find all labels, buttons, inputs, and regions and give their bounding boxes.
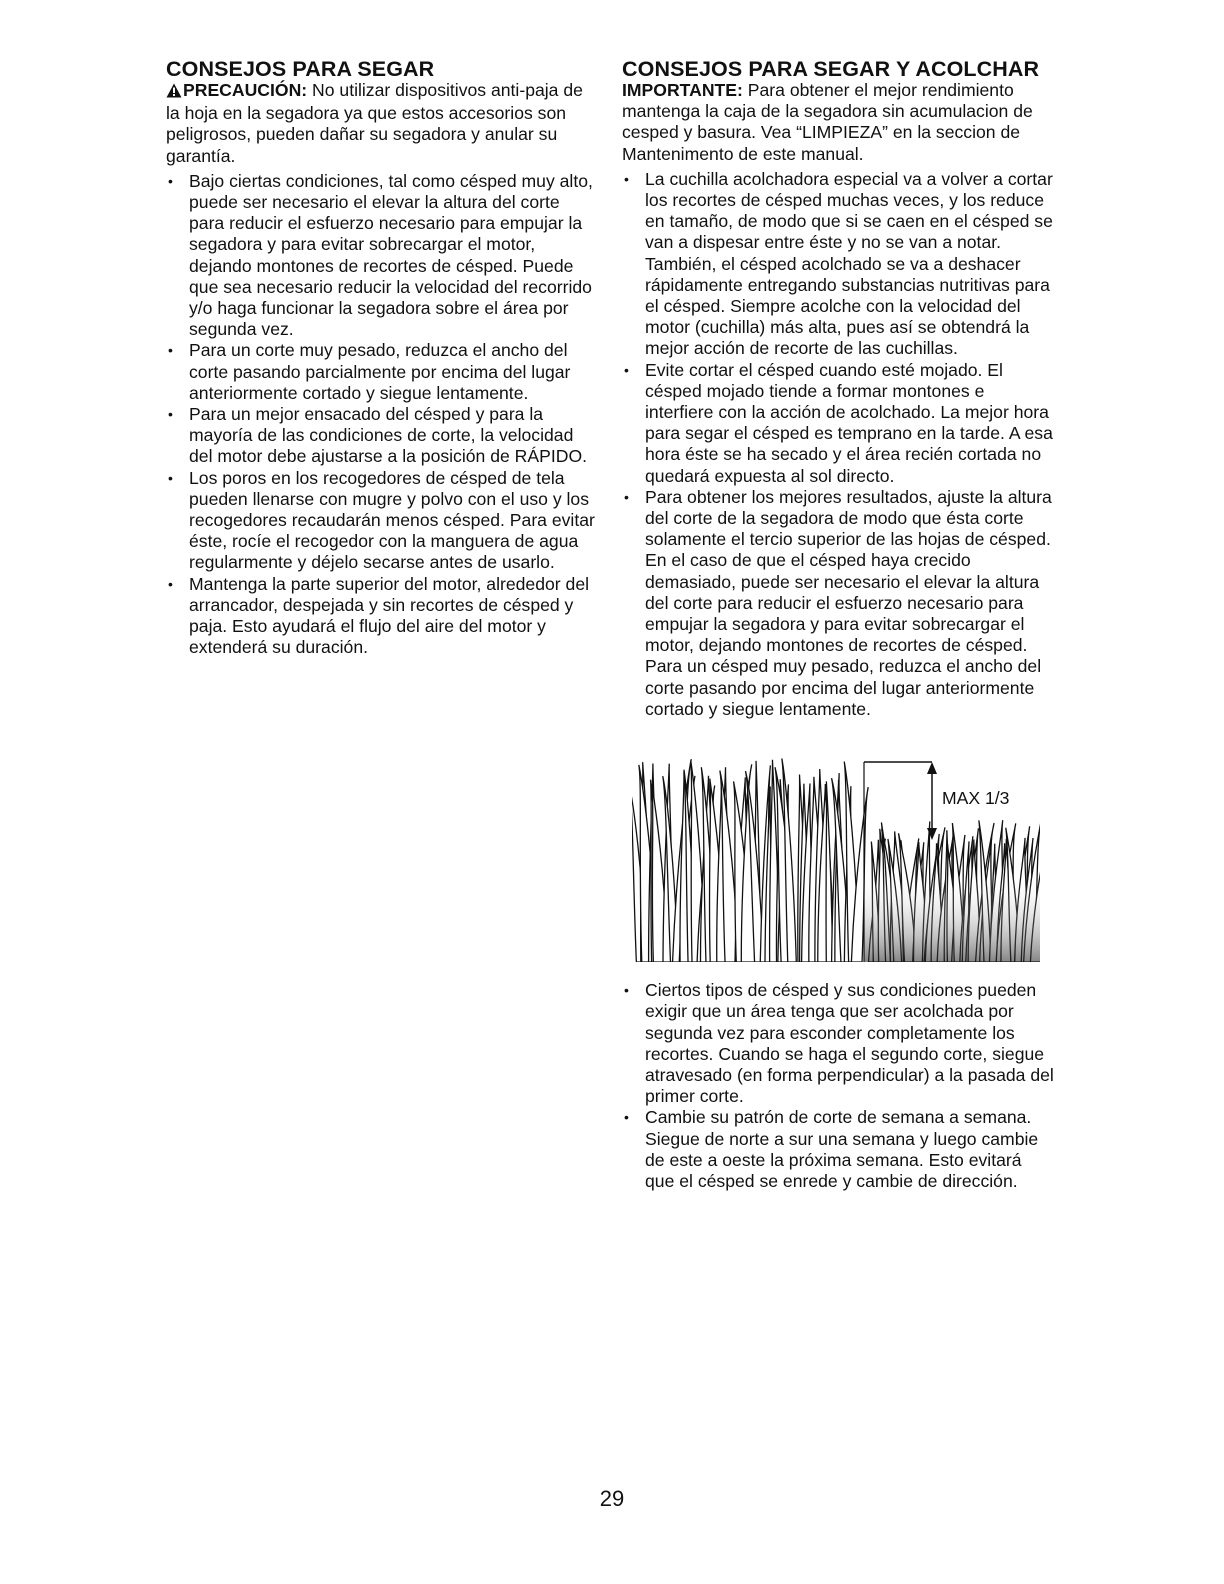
arrow-up-icon: [927, 762, 937, 774]
important-text: Para obtener el mejor rendimiento mantenga la caja de la segadora sin acumulacion de cesped y basura. Vea “LIMPIEZA” en la seccion de Mantenimento de este manual.: [622, 80, 1033, 164]
section-heading-segar: CONSEJOS PARA SEGAR: [166, 57, 435, 81]
list-item: • Evite cortar el césped cuando esté mojado. El césped mojado tiende a formar montones e interfiere con la acción de acolchado. La mejor hora para segar el césped es temprano en la tarde. A esa hora éste se ha secado y el área recién cortada no quedará expuesta al sol directo.: [622, 360, 1054, 487]
list-item: • Para un mejor ensacado del césped y para la mayoría de las condiciones de corte, la velocidad del motor debe ajustarse a la posición de RÁPIDO.: [166, 404, 598, 468]
list-item: • Bajo ciertas condiciones, tal como césped muy alto, puede ser necesario el elevar la altura del corte para reducir el esfuerzo necesario para empujar la segadora y para evitar sobrecargar el motor, dejando montones de recortes de césped. Puede que sea necesario reducir la velocidad del recorrido y/o haga funcionar la segadora sobre el área por segunda vez.: [166, 171, 598, 341]
list-item: • La cuchilla acolchadora especial va a volver a cortar los recortes de césped muchas veces, y los reduce en tamaño, de modo que si se caen en el césped se van a dispesar entre éste y no se van a notar. También, el césped acolchado se va a deshacer rápidamente entregando substancias nutritivas para el césped. Siempre acolche con la velocidad del motor (cuchilla) más alta, pues así se obtendrá la mejor acción de recorte de las cuchillas.: [622, 169, 1054, 360]
right-column: [622, 58, 1054, 1192]
caution-text: No utilizar dispositivos anti-paja de la hoja en la segadora ya que estos accesorios son peligrosos, pueden dañar su segadora y anular su garantía.: [166, 80, 583, 166]
warning-triangle-icon: [166, 82, 182, 103]
max-height-label: MAX 1/3: [942, 788, 1010, 809]
list-item: • Cambie su patrón de corte de semana a semana. Siegue de norte a sur una semana y luego cambie de este a oeste la próxima semana. Esto evitará que el césped se enrede y cambie de dirección.: [622, 1107, 1054, 1192]
uncut-grass-icon: [632, 759, 868, 962]
list-item: • Para un corte muy pesado, reduzca el ancho del corte pasando parcialmente por encima del lugar anteriormente cortado y siegue lentamente.: [166, 340, 598, 404]
list-item: • Para obtener los mejores resultados, ajuste la altura del corte de la segadora de modo que ésta corte solamente el tercio superior de las hojas de césped. En el caso de que el césped haya crecido demasiado, puede ser necesario el elevar la altura del corte para reducir el esfuerzo necesario para empujar la segadora y para evitar sobrecargar el motor, dejando montones de recortes de césped. Para un césped muy pesado, reduzca el ancho del corte pasando por encima del lugar anteriormente cortado y siegue lentamente.: [622, 487, 1054, 720]
caution-label: PRECAUCIÓN:: [183, 80, 308, 100]
page-number: 29: [599, 1486, 625, 1511]
tips-list-segar: [166, 171, 598, 659]
tips-list-acolchar: [622, 169, 1054, 720]
important-label: IMPORTANTE:: [622, 80, 743, 100]
tips-list-acolchar-continued: [622, 980, 1054, 1192]
section-heading-acolchar: CONSEJOS PARA SEGAR Y ACOLCHAR: [622, 57, 1040, 81]
important-paragraph: [622, 80, 1054, 165]
grass-height-illustration: [632, 748, 1040, 962]
list-item: • Mantenga la parte superior del motor, alrededor del arrancador, despejada y sin recortes de césped y paja. Esto ayudará el flujo del aire del motor y extenderá su duración.: [166, 574, 598, 659]
list-item: • Los poros en los recogedores de césped de tela pueden llenarse con mugre y polvo con el uso y los recogedores recaudarán menos césped. Para evitar éste, rocíe el recogedor con la manguera de agua regularmente y déjelo secarse antes de usarlo.: [166, 468, 598, 574]
grass-illustration-graphic: [632, 748, 1040, 962]
list-item: • Ciertos tipos de césped y sus condiciones pueden exigir que un área tenga que ser acolchada por segunda vez para esconder completamente los recortes. Cuando se haga el segundo corte, siegue atravesado (en forma perpendicular) a la pasada del primer corte.: [622, 980, 1054, 1107]
left-column: [166, 58, 598, 658]
caution-paragraph: [166, 80, 598, 167]
